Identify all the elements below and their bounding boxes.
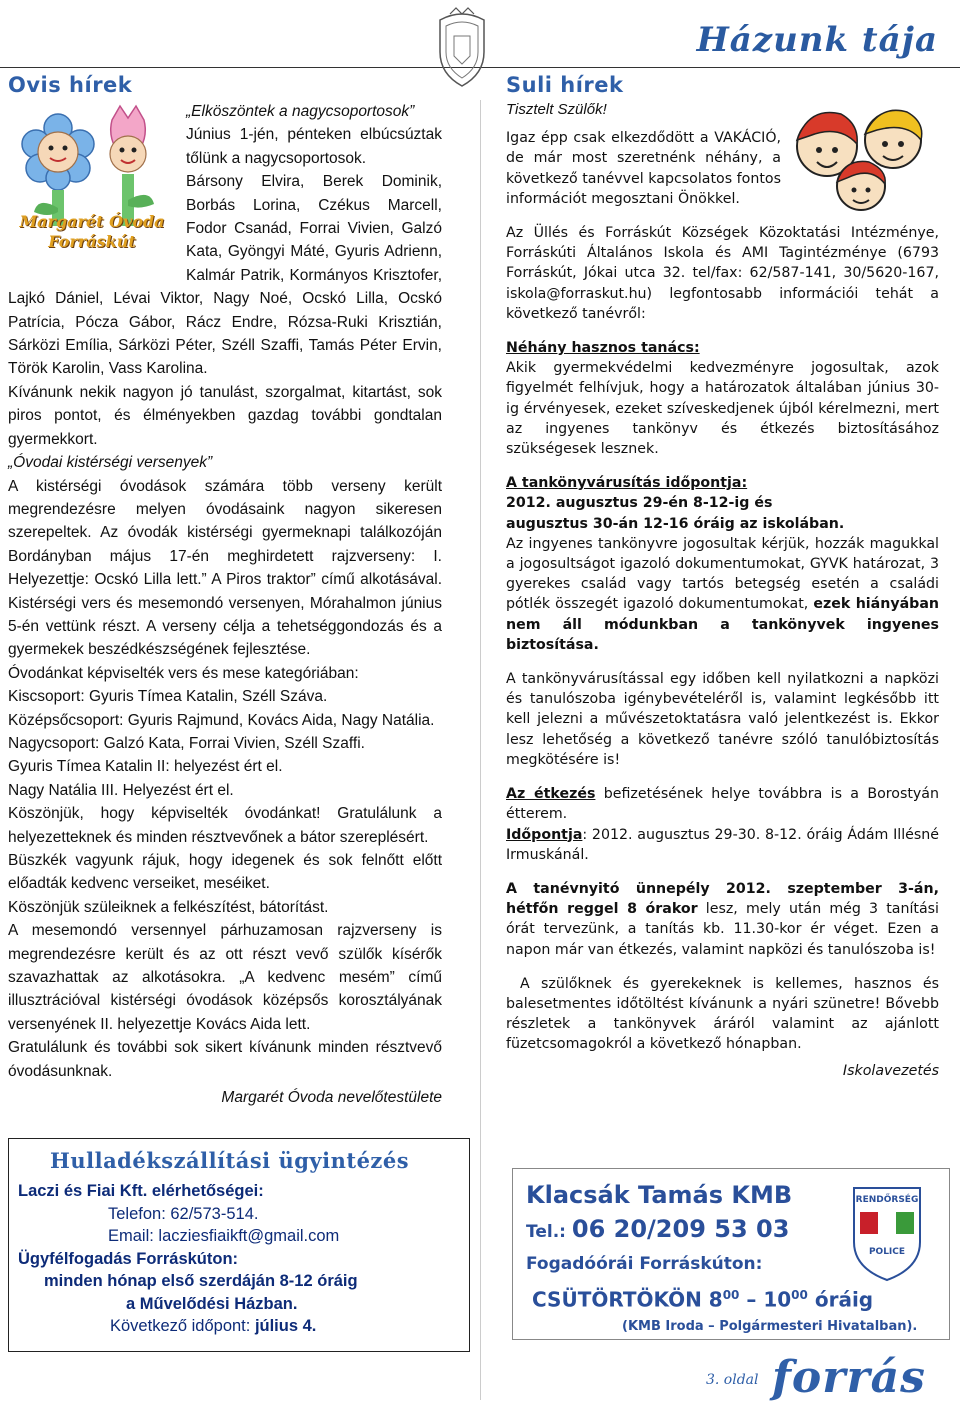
farewell-title: „Elköszöntek a nagycsoportosok” [186, 103, 415, 120]
farewell-wish: Kívánunk nekik nagyon jó tanulást, szorgalmat, kitartást, sok piros pontot, és élményekben gazdag további gondtalan gyermekkort. [8, 383, 442, 448]
contest-line: Kiscsoport: Gyuris Tímea Katalin, Széll Száva. [8, 688, 328, 706]
contest-line: Köszönjük, hogy képviselték óvodánkat! Gratulálunk a helyezetteknek és minden résztvevőnek a bátor szereplésért. [8, 805, 442, 846]
sale-date-2: augusztus 30-án 12-16 óráig az iskolában. [506, 515, 845, 532]
waste-box-title: Hulladékszállítási ügyintézés [50, 1148, 410, 1173]
change-paragraph: A tankönyvárusítással egy időben kell nyilatkozni a napközi és tanulószoba igénybevételéről is, valamint legkésőbb itt kell jelezni a művészetoktatásra való jelentkezést is. Ekkor lesz lehetőség a következő tanévre szóló tanulóbiztosítás megkötésére is! [506, 671, 939, 768]
waste-next-label: Következő időpont: [110, 1317, 255, 1335]
waste-phone: Telefon: 62/573-514. [108, 1204, 259, 1223]
meal-time-text: : 2012. augusztus 29-30. 8-12. óráig Ádám Illésné Irmuskánál. [506, 826, 939, 863]
institution-paragraph: Az Üllés és Forráskút Községek Közoktatási Intézménye, Forráskúti Általános Iskola és AMI Tagintézménye (6793 Forráskút, Jókai utca 32. tel/fax: 62/587-141, 30/5620-167, iskola@forraskut.hu) legfontosabb információi tehát a következő tanévről: [506, 225, 939, 322]
contest-title: „Óvodai kistérségi versenyek” [8, 454, 213, 472]
contest-line: Középsőcsoport: Gyuris Rajmund, Kovács Aida, Nagy Natália. [8, 711, 435, 729]
newspaper-logo: forrás [772, 1352, 926, 1403]
contest-line: Nagy Natália III. Helyezést ért el. [8, 781, 234, 799]
waste-office-line1: minden hónap első szerdáján 8-12 óráig [44, 1272, 358, 1290]
meal-text: befizetésének helye továbbra is a Borostyán étterem. [506, 786, 939, 823]
meal-heading: Az étkezés [506, 786, 596, 803]
opening-paragraph [506, 879, 939, 960]
contest-paragraph: A kistérségi óvodások számára több verseny került megrendezésre melyen óvodásaink nagyon sikeresen szerepeltek. Az óvodák kistérségi gyermeknapi találkozóján Bordányban május 17-én meghirdetett rajzverseny: I. Helyezettje: Ocskó Lilla lett.” A Piros traktor” című alkotásával. Kistérségi vers és mesemondó versenyen, Mórahalmon június 5-én vettünk részt. A verseny célja a tehetséggondozás és a gyermekek beszédkészségének fejlesztése. [8, 477, 442, 659]
suli-article [506, 100, 939, 1081]
contest-line: Nagycsoport: Galzó Kata, Forrai Vivien, Széll Szaffi. [8, 734, 365, 752]
meal-paragraph [506, 784, 939, 824]
waste-next-date: július 4. [254, 1317, 317, 1335]
logo-text-place: Forráskút [48, 232, 136, 251]
logo-text-name: Margarét Óvoda [19, 212, 165, 231]
meal-time-paragraph [506, 825, 939, 865]
graduate-names: Bársony Elvira, Berek Dominik, Borbás Lorina, Czékus Marcell, Fodor Csanád, Forrai Vivien, Galzó Kata, Gyöngyi Máté, Gyuris Adrienn, Kalmár Patrik, Kormányos Krisztofer, Lajkó Dániel, Lévai Viktor, Nagy Noé, Ocskó Lilla, Ocskó Patrícia, Pócza Gábor, Rácz Endre, Rózsa-Ruki Krisztián, Sárközi Emília, Sárközi Péter, Széll Szaffi, Tamás Péter Ervin, Török Karolin, Vass Karolina. [8, 173, 442, 378]
badge-top-text: RENDŐRSÉG [855, 1195, 919, 1205]
police-hours [526, 1279, 917, 1316]
contest-line: Büszkék vagyunk rájuk, hogy idegenek és sok felnőtt előtt előadták kedvenc verseiket, meséiket. [8, 852, 442, 893]
waste-office-line2: a Művelődési Házban. [126, 1294, 298, 1313]
sale-heading: A tankönyvárusítás időpontja: [506, 475, 748, 492]
contest-line: A mesemondó versennyel párhuzamosan rajzverseny is megrendezésre került és az ott részt vevő szülők kísérők szavazhattak az alkotásokra. „A kedvenc mesém” című illusztrációval kistérségi óvodások középsős korosztályának versenyének II. helyezettje Kovács Aida lett. [8, 922, 442, 1033]
closing-paragraph: A szülőknek és gyerekeknek is kellemes, hasznos és balesetmentes időtöltést kívánunk a nyári szünetre! Bővebb részletek a tankönyvek áráról valamint az ajánlott füzetcsomagokról a következő hónapban. [506, 975, 939, 1053]
intro-paragraph: Igaz épp csak elkezdődött a VAKÁCIÓ, de már most szeretnénk néhány, a következő tanévvel kapcsolatos fontos információt megosztani Önökkel. [506, 130, 781, 207]
ovis-section-title: Ovis hírek [8, 73, 133, 97]
coat-of-arms-icon [432, 6, 492, 90]
kindergarten-logo [8, 100, 176, 268]
contest-line: Köszönjük szüleiknek a felkészítést, bátorítást. [8, 898, 329, 916]
police-suffix: óráig [807, 1287, 874, 1312]
waste-next [18, 1315, 458, 1338]
waste-office-label: Ügyfélfogadás Forráskúton: [18, 1249, 239, 1268]
police-tel-label: Tel.: [526, 1222, 572, 1242]
police-sup-end: 00 [791, 1288, 808, 1302]
waste-box-body [18, 1180, 458, 1338]
column-divider [480, 100, 481, 1400]
waste-company: Laczi és Fiai Kft. elérhetőségei: [18, 1182, 264, 1200]
police-tel: 06 20/209 53 03 [571, 1215, 790, 1243]
police-name: Klacsák Tamás KMB [526, 1181, 793, 1209]
waste-email[interactable]: Email: lacziesfiaikft@gmail.com [108, 1227, 340, 1245]
contest-line: Óvodánkat képviselték vers és mese kategóriában: [8, 664, 359, 682]
farewell-intro: Június 1-jén, pénteken elbúcsúztak tőlünk a nagycsoportosok. [186, 126, 442, 167]
sale-bold-text: ezek hiányában nem áll módunkban a tankönyvek ingyenes biztosítása. [506, 596, 940, 653]
police-sup-start: 00 [722, 1288, 740, 1302]
ovis-article [8, 100, 442, 1109]
children-illustration [789, 100, 939, 215]
opening-text: lesz, mely után még 3 tanítási órát tervezünk, a tanítás kb. 11.30-kor ér véget. Ezen a napon már van étkezés, valamint napközi és tanulószoba is! [506, 901, 939, 958]
police-dash: – 10 [739, 1287, 792, 1312]
police-place: (KMB Iroda – Polgármesteri Hivatalban). [622, 1318, 918, 1334]
suli-signature: Iskolavezetés [842, 1062, 939, 1079]
sale-date-1: 2012. augusztus 29-én 8-12-ig és [506, 495, 773, 512]
tips-heading: Néhány hasznos tanács: [506, 340, 700, 357]
contest-line: Gyuris Tímea Katalin II: helyezést ért el. [8, 758, 283, 776]
page-number: 3. oldal [706, 1372, 759, 1388]
police-hours-label: Fogadóórái Forráskúton: [526, 1254, 763, 1274]
contest-line: Gratulálunk és további sok sikert kívánunk minden résztvevő óvodásunknak. [8, 1039, 442, 1080]
tips-paragraph: Akik gyermekvédelmi kedvezményre jogosultak, azok figyelmét felhívjuk, hogy a határozatok általában június 30-ig érvényesek, ezeket szíveskedjenek újból kérelmezni, mert az ingyenes tankönyv és étkezés biztosításához szükségesek lesznek. [506, 360, 939, 458]
sale-paragraph [506, 534, 939, 655]
police-badge-icon [850, 1182, 924, 1282]
greeting: Tisztelt Szülők! [506, 101, 607, 118]
badge-bottom-text: POLICE [868, 1247, 906, 1257]
sale-text: Az ingyenes tankönyvre jogosultak kérjük, hozzák magukkal a jogosultságot igazoló dokumentumokat, GYVK határozat, 3 gyerekes család vagy tartós betegség esetén a családi pótlék összegét igazoló dokumentumokat, [506, 535, 939, 613]
masthead-title: Házunk tája [696, 20, 938, 60]
police-day: CSÜTÖRTÖKÖN 8 [532, 1287, 723, 1312]
meal-time-heading: Időpontja [506, 826, 583, 843]
children-faces-icon [789, 100, 939, 215]
opening-bold: A tanévnyitó ünnepély 2012. szeptember 3-án, hétfőn reggel 8 órakor [506, 880, 939, 918]
suli-section-title: Suli hírek [506, 73, 624, 97]
ovis-signature: Margarét Óvoda nevelőtestülete [221, 1089, 442, 1107]
